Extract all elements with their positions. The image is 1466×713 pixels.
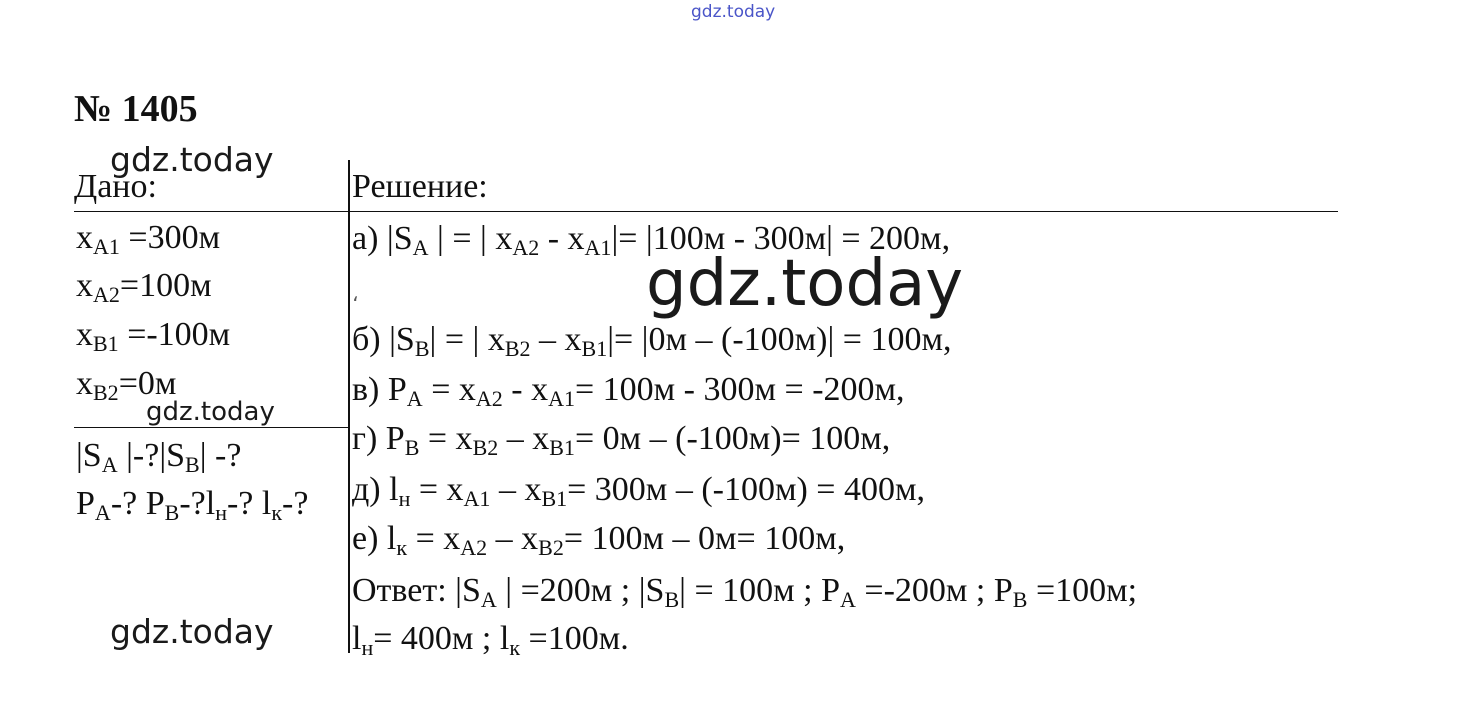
answer-line-2: $l_н= 400м$ ; $l_к =100м$. (352, 620, 629, 660)
given-item-xb1: $x_{B1} =-100м$ (76, 316, 231, 356)
solution-line-b: б) $|S_B|$ = | $x_{B2} - x_{B1}|= |0м - (-100м)| = 100м$, (352, 321, 952, 361)
solution-stray-mark: ، (352, 284, 359, 306)
given-item-xb2: $x_{B2}=0м$ (76, 365, 177, 405)
solution-line-a: а) $|S_A$ | = | $x_{A2} - x_{A1}|= |100м - 300м| = 200м$, (352, 220, 951, 260)
find-line-2: $P_A-$? $P_B-?l_н-$? $l_к-$? (76, 485, 309, 525)
watermark-left-middle: gdz.today (146, 397, 275, 427)
given-item-xa2: $x_{A2}=100м$ (76, 267, 212, 307)
given-header: Дано: (74, 168, 157, 205)
solution-line-d: д) $l_н = x_{A1} - x_{B1}= 300м - (-100м) = 400м$, (352, 471, 925, 511)
watermark-center-large: gdz.today (646, 247, 964, 321)
solution-line-v: в) $P_A = x_{A2} - x_{A1}= 100м - 300м = -200м$, (352, 371, 905, 411)
solution-header: Решение: (352, 168, 488, 205)
find-line-1: $|S_A$ $|-?|S_B|$ -? (76, 437, 242, 477)
given-item-xa1: $x_{A1} =300м$ (76, 219, 221, 259)
solution-line-g: г) $P_B = x_{B2} - x_{B1}= 0м - (-100м)= 100м$, (352, 420, 891, 460)
answer-line-1: Ответ: $|S_A$ | =200м ; $|S_B| = 100м$ ; $P_A =-200м$ ; $P_B =100м$; (352, 572, 1138, 612)
watermark-left-upper: gdz.today (110, 140, 274, 179)
watermark-top: gdz.today (691, 2, 776, 22)
problem-number: № 1405 (74, 88, 198, 130)
header-underline (74, 211, 1338, 212)
given-find-divider (74, 427, 348, 428)
solution-line-e: е) $l_к = x_{A2} - x_{B2}= 100м - 0м= 100м$, (352, 520, 846, 560)
column-divider (348, 160, 350, 653)
watermark-left-bottom: gdz.today (110, 612, 274, 651)
